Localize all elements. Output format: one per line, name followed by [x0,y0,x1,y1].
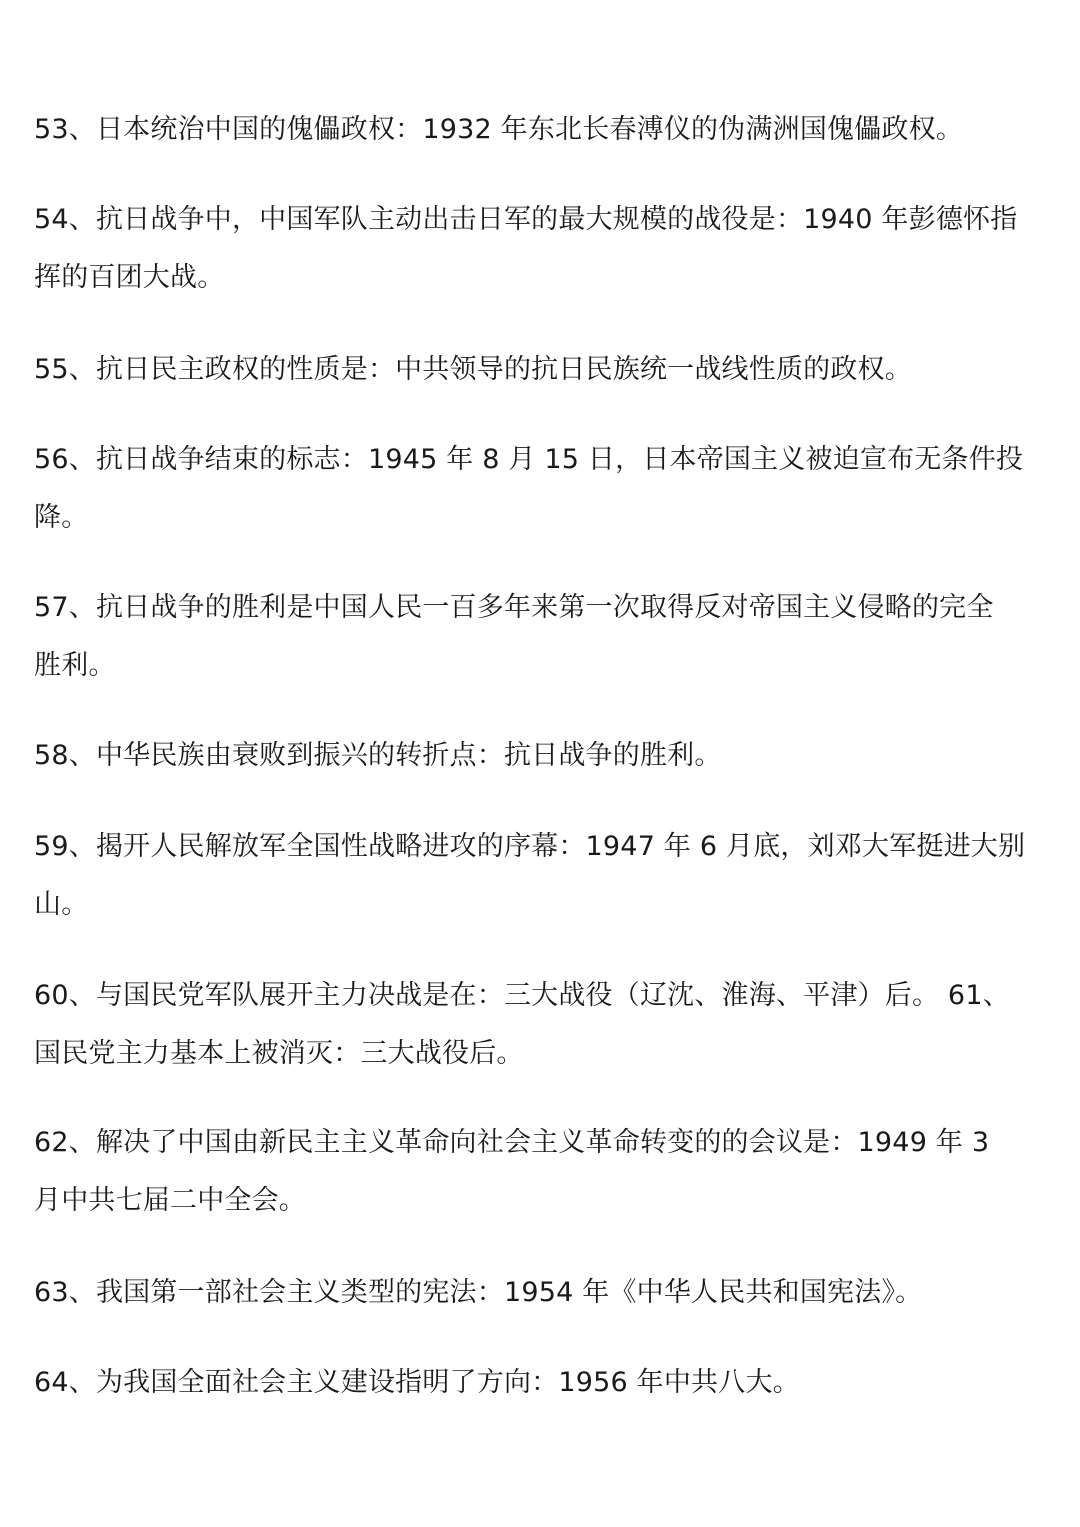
paragraph-60 [34,967,1052,1083]
paragraph-55 [34,341,1052,399]
paragraph-line: 山。 [34,889,89,920]
paragraph-line: 挥的百团大战。 [34,262,225,293]
paragraph-line: 57、抗日战争的胜利是中国人民一百多年来第一次取得反对帝国主义侵略的完全 [34,592,994,623]
paragraph-line: 胜利。 [34,650,116,681]
paragraph-line: 降。 [34,502,89,533]
paragraph-line: 56、抗日战争结束的标志：1945 年 8 月 15 日，日本帝国主义被迫宣布无条件投 [34,444,1024,475]
paragraph-line: 月中共七届二中全会。 [34,1185,306,1216]
paragraph-line: 59、揭开人民解放军全国性战略进攻的序幕：1947 年 6 月底，刘邓大军挺进大别 [34,831,1026,862]
paragraph-line: 63、我国第一部社会主义类型的宪法：1954 年《中华人民共和国宪法》。 [34,1277,923,1308]
paragraph-line: 58、中华民族由衰败到振兴的转折点：抗日战争的胜利。 [34,740,722,771]
paragraph-59 [34,818,1052,934]
paragraph-53 [34,101,1052,159]
paragraph-56 [34,431,1052,547]
paragraph-64 [34,1354,1052,1412]
paragraph-line: 55、抗日民主政权的性质是：中共领导的抗日民族统一战线性质的政权。 [34,354,912,385]
paragraph-line: 53、日本统治中国的傀儡政权：1932 年东北长春溥仪的伪满洲国傀儡政权。 [34,114,964,145]
paragraph-line: 64、为我国全面社会主义建设指明了方向：1956 年中共八大。 [34,1367,800,1398]
paragraph-line: 62、解决了中国由新民主主义革命向社会主义革命转变的的会议是：1949 年 3 [34,1127,990,1158]
paragraph-57 [34,579,1052,695]
paragraph-line: 国民党主力基本上被消灭：三大战役后。 [34,1038,524,1069]
paragraph-line: 54、抗日战争中，中国军队主动出击日军的最大规模的战役是：1940 年彭德怀指 [34,204,1018,235]
paragraph-63 [34,1264,1052,1322]
paragraph-58 [34,727,1052,785]
paragraph-line: 60、与国民党军队展开主力决战是在：三大战役（辽沈、淮海、平津）后。 61、 [34,980,1010,1011]
paragraph-62 [34,1114,1052,1230]
paragraph-54 [34,191,1052,307]
